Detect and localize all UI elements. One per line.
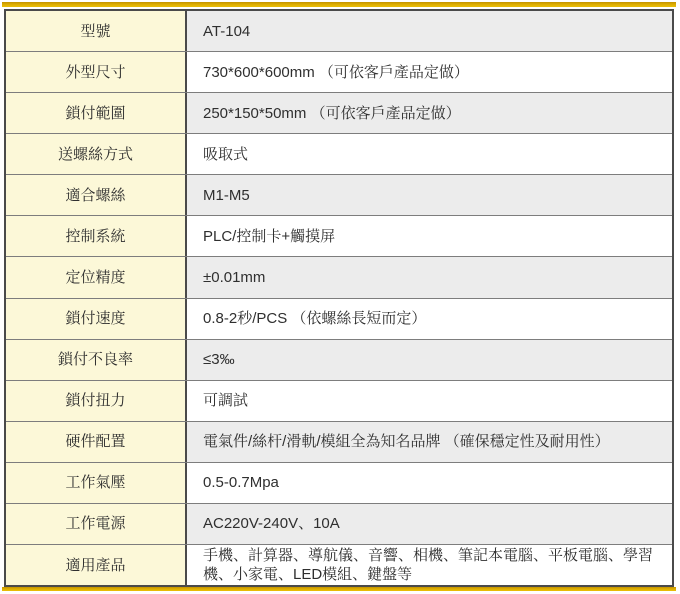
- spec-row-dimensions: [6, 52, 672, 93]
- spec-row-control-system: [6, 216, 672, 257]
- spec-row-screw-feeding: [6, 134, 672, 175]
- spec-label: 鎖付不良率: [6, 340, 187, 380]
- spec-label: 定位精度: [6, 257, 187, 297]
- spec-value: M1-M5: [187, 175, 672, 215]
- spec-value: 250*150*50mm （可依客戶產品定做）: [187, 93, 672, 133]
- spec-row-model: [6, 11, 672, 52]
- spec-label: 工作電源: [6, 504, 187, 544]
- spec-value: PLC/控制卡+觸摸屏: [187, 216, 672, 256]
- spec-value: 手機、計算器、導航儀、音響、相機、筆記本電腦、平板電腦、學習機、小家電、LED模組、鍵盤等: [187, 545, 672, 585]
- spec-label: 送螺絲方式: [6, 134, 187, 174]
- top-accent-bar: [2, 2, 676, 7]
- spec-label: 控制系統: [6, 216, 187, 256]
- spec-row-defect-rate: [6, 340, 672, 381]
- spec-row-torque: [6, 381, 672, 422]
- spec-value: ≤3‰: [187, 340, 672, 380]
- spec-row-air-pressure: [6, 463, 672, 504]
- spec-label: 鎖付速度: [6, 299, 187, 339]
- spec-label: 適合螺絲: [6, 175, 187, 215]
- spec-label: 硬件配置: [6, 422, 187, 462]
- spec-value: AC220V-240V、10A: [187, 504, 672, 544]
- spec-value: 電氣件/絲杆/滑軌/模組全為知名品牌 （確保穩定性及耐用性）: [187, 422, 672, 462]
- spec-label: 鎖付範圍: [6, 93, 187, 133]
- spec-label: 型號: [6, 11, 187, 51]
- spec-value: ±0.01mm: [187, 257, 672, 297]
- spec-value: 0.8-2秒/PCS （依螺絲長短而定）: [187, 299, 672, 339]
- spec-row-hardware: [6, 422, 672, 463]
- spec-row-positioning-accuracy: [6, 257, 672, 298]
- spec-label: 鎖付扭力: [6, 381, 187, 421]
- spec-row-applicable-products: [6, 545, 672, 585]
- spec-value: AT-104: [187, 11, 672, 51]
- spec-value: 可調試: [187, 381, 672, 421]
- spec-row-power-supply: [6, 504, 672, 545]
- spec-value: 0.5-0.7Mpa: [187, 463, 672, 503]
- bottom-accent-bar: [2, 587, 676, 591]
- spec-row-locking-speed: [6, 299, 672, 340]
- spec-label: 外型尺寸: [6, 52, 187, 92]
- spec-label: 工作氣壓: [6, 463, 187, 503]
- spec-value: 730*600*600mm （可依客戶產品定做）: [187, 52, 672, 92]
- spec-label: 適用產品: [6, 545, 187, 585]
- spec-value: 吸取式: [187, 134, 672, 174]
- spec-row-screw-size: [6, 175, 672, 216]
- spec-table: [4, 9, 674, 587]
- spec-row-locking-range: [6, 93, 672, 134]
